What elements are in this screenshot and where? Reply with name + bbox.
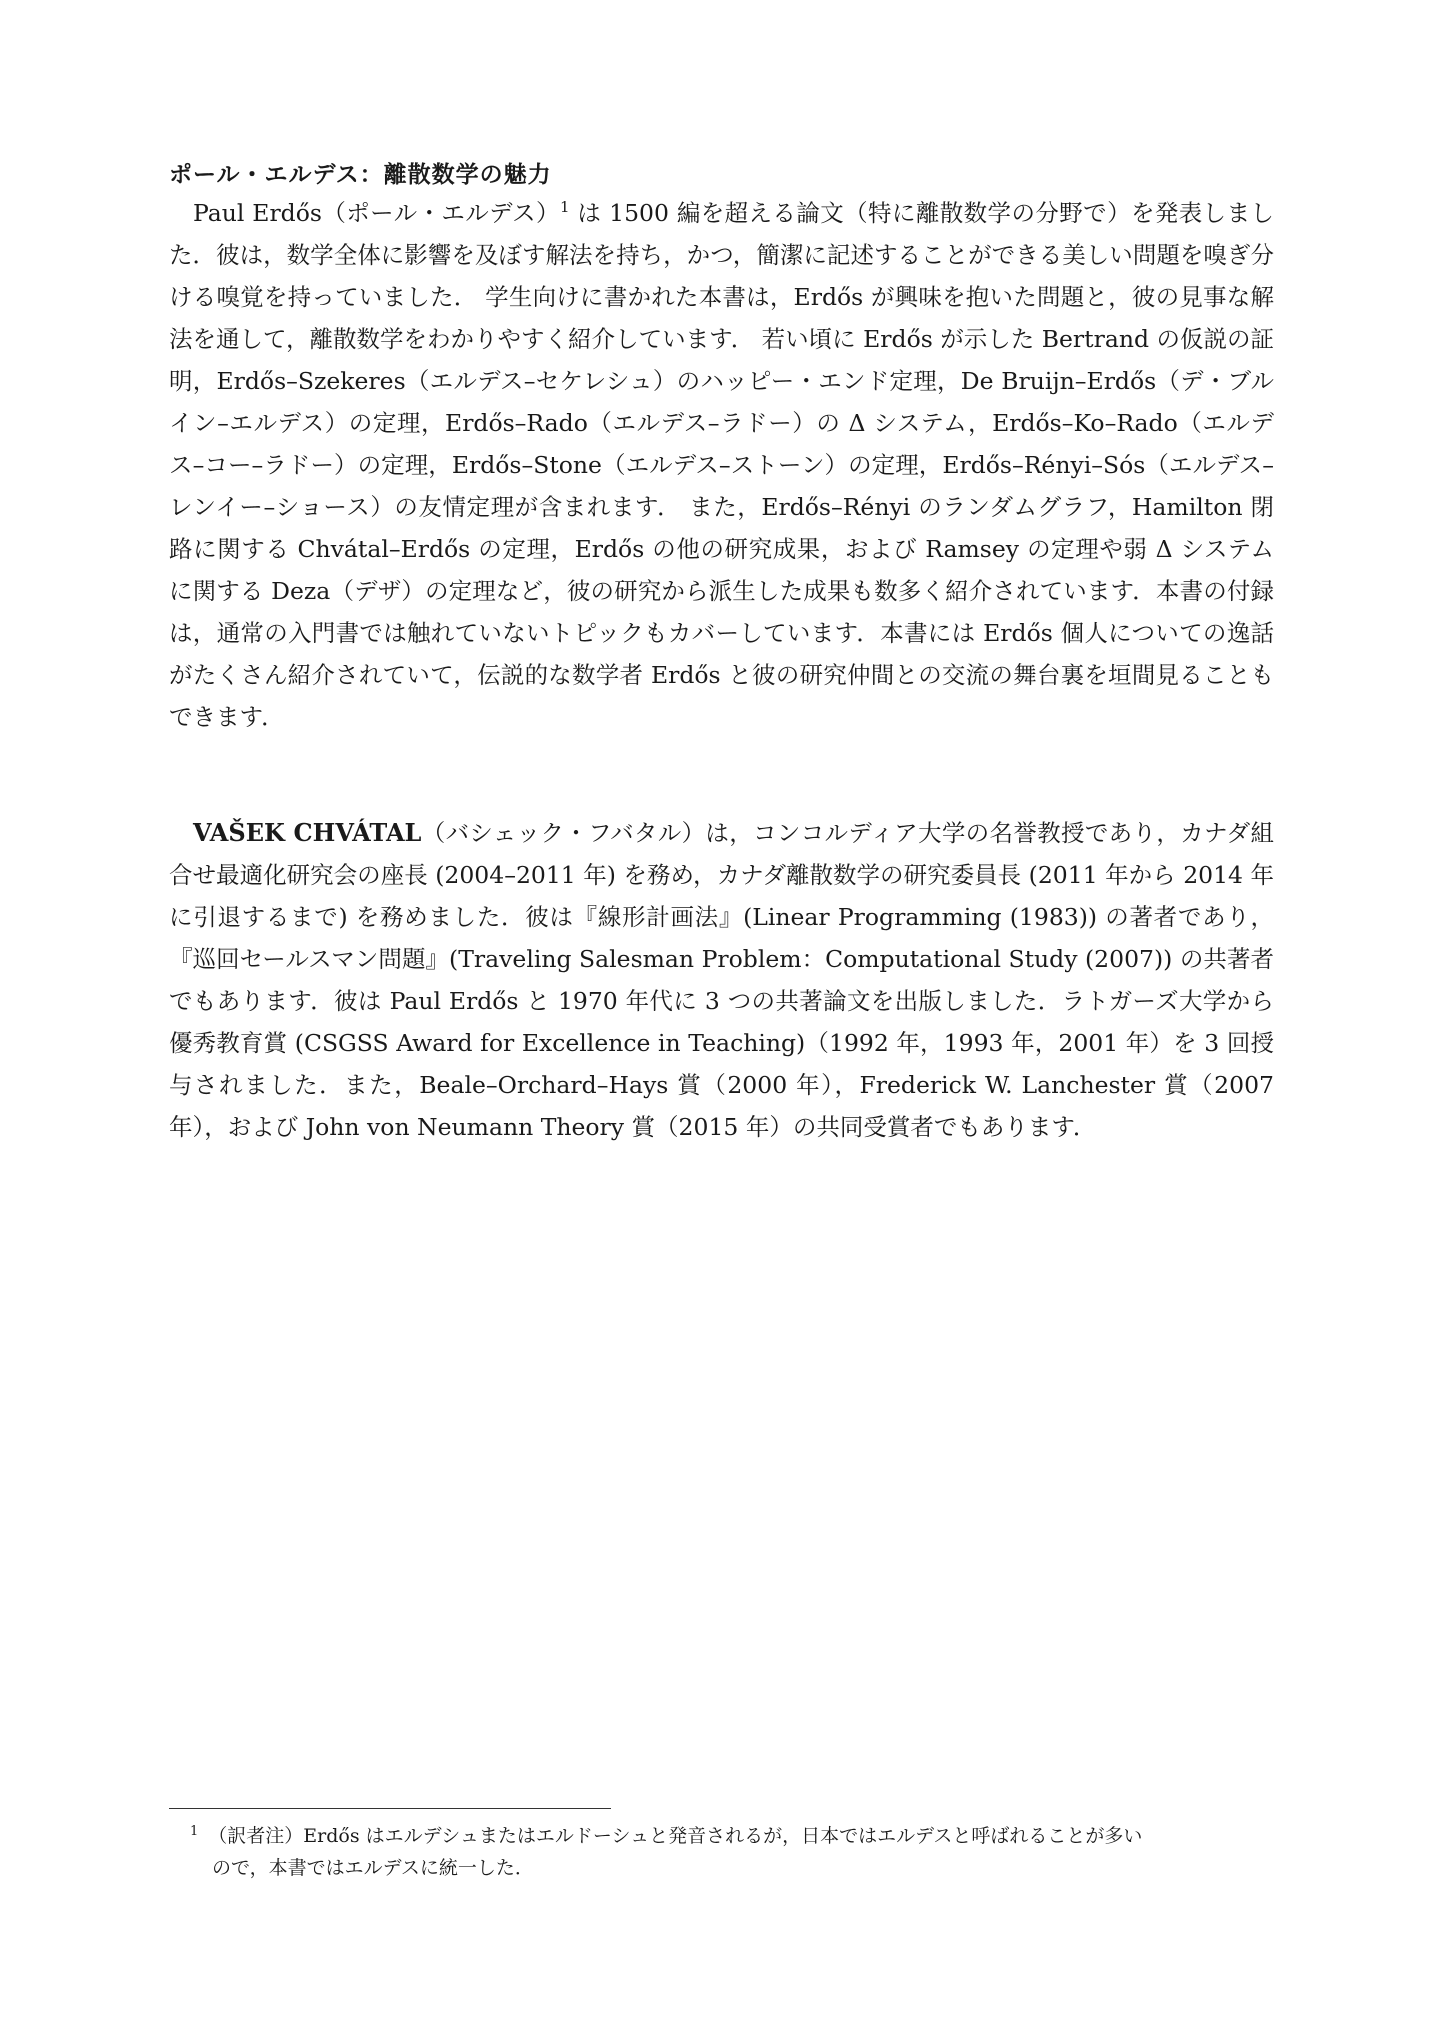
footnote-reference[interactable]: 1	[559, 198, 570, 217]
book-description-paragraph	[169, 192, 1274, 738]
author-bio-paragraph	[169, 812, 1274, 1148]
footnote-divider	[169, 1808, 611, 1809]
author-bio-body: （バシェック・フバタル）は，コンコルディア大学の名誉教授であり，カナダ組合せ最適化研究会の座長 (2004–2011 年) を務め，カナダ離散数学の研究委員長 (2011 年から 2014 年に引退するまで) を務めました．彼は『線形計画法』(Linear Programming (1983)) の著者であり，『巡回セールスマン問題』(Traveling Salesman Problem：Computational Study (2007)) の共著者でもあります．彼は Paul Erdős と 1970 年代に 3 つの共著論文を出版しました．ラトガーズ大学から優秀教育賞 (CSGSS Award for Excellence in Teaching)（1992 年，1993 年，2001 年）を 3 回授与されました．また，Beale–Orchard–Hays 賞（2000 年），Frederick W. Lanchester 賞（2007 年），および John von Neumann Theory 賞（2015 年）の共同受賞者でもあります．	[169, 819, 1274, 1141]
footnote-line-2: ので，本書ではエルデスに統一した．	[212, 1857, 534, 1879]
footnote-line-1: （訳者注）Erdős はエルデシュまたはエルドーシュと発音されるが，日本ではエルデスと呼ばれることが多い	[208, 1825, 1143, 1847]
book-description-body: は 1500 編を超える論文（特に離散数学の分野で）を発表しました．彼は，数学全体に影響を及ぼす解法を持ち，かつ，簡潔に記述することができる美しい問題を嗅ぎ分ける嗅覚を持っていました． 学生向けに書かれた本書は，Erdős が興味を抱いた問題と，彼の見事な解法を通して，離散数学をわかりやすく紹介しています． 若い頃に Erdős が示した Bertrand の仮説の証明，Erdős–Szekeres（エルデス–セケレシュ）のハッピー・エンド定理，De Bruijn–Erdős（デ・ブルイン–エルデス）の定理，Erdős–Rado（エルデス–ラドー）の Δ システム，Erdős–Ko–Rado（エルデス–コー–ラドー）の定理，Erdős–Stone（エルデス–ストーン）の定理，Erdős–Rényi–Sós（エルデス–レンイー–ショース）の友情定理が含まれます． また，Erdős–Rényi のランダムグラフ，Hamilton 閉路に関する Chvátal–Erdős の定理，Erdős の他の研究成果，および Ramsey の定理や弱 Δ システムに関する Deza（デザ）の定理など，彼の研究から派生した成果も数多く紹介されています．本書の付録は，通常の入門書では触れていないトピックもカバーしています．本書には Erdős 個人についての逸話がたくさん紹介されていて，伝説的な数学者 Erdős と彼の研究仲間との交流の舞台裏を垣間見ることもできます．	[169, 199, 1274, 731]
footnote-marker: 1	[190, 1823, 199, 1839]
footnote	[190, 1820, 1274, 1884]
author-name: VAŠEK CHVÁTAL	[193, 818, 422, 847]
section-heading: ポール・エルデス：離散数学の魅力	[169, 162, 552, 188]
book-description-lead: Paul Erdős（ポール・エルデス）	[193, 199, 560, 227]
